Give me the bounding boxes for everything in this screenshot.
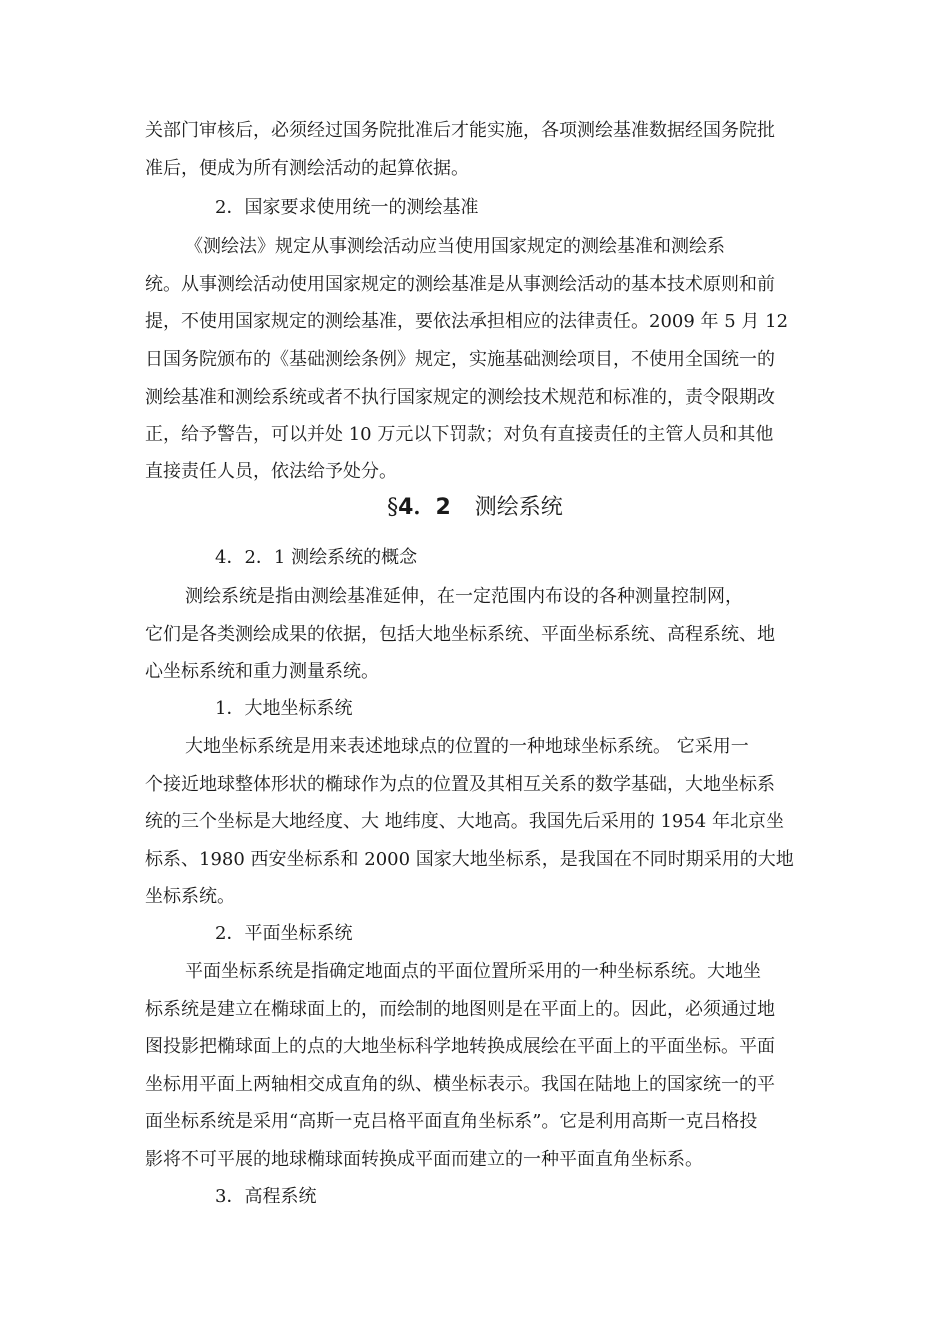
paragraph-line: 准后，便成为所有测绘活动的起算依据。 <box>145 158 469 179</box>
subheading: 4．2．1 测绘系统的概念 <box>215 547 418 568</box>
subheading: 2．平面坐标系统 <box>215 923 353 944</box>
section-title: 测绘系统 <box>474 495 563 520</box>
paragraph-line: 心坐标系统和重力测量系统。 <box>145 661 379 682</box>
section-number: 4．2 <box>398 495 451 520</box>
paragraph-line: 坐标系统。 <box>145 886 235 907</box>
paragraph-line: 关部门审核后，必须经过国务院批准后才能实施，各项测绘基准数据经国务院批 <box>145 120 775 141</box>
paragraph-line: 平面坐标系统是指确定地面点的平面位置所采用的一种坐标系统。大地坐 <box>185 961 761 982</box>
subheading: 3．高程系统 <box>215 1186 317 1207</box>
paragraph-line: 图投影把椭球面上的点的大地坐标科学地转换成展绘在平面上的平面坐标。平面 <box>145 1036 775 1057</box>
paragraph-line: 标系统是建立在椭球面上的，而绘制的地图则是在平面上的。因此，必须通过地 <box>145 999 775 1020</box>
paragraph-line: 日国务院颁布的《基础测绘条例》规定，实施基础测绘项目，不使用全国统一的 <box>145 349 775 370</box>
paragraph-line: 《测绘法》规定从事测绘活动应当使用国家规定的测绘基准和测绘系 <box>185 236 725 257</box>
paragraph-line: 标系、1980 西安坐标系和 2000 国家大地坐标系，是我国在不同时期采用的大地 <box>145 849 794 870</box>
paragraph-line: 坐标用平面上两轴相交成直角的纵、横坐标表示。我国在陆地上的国家统一的平 <box>145 1074 775 1095</box>
paragraph-line: 直接责任人员，依法给予处分。 <box>145 461 397 482</box>
paragraph-line: 正，给予警告，可以并处 10 万元以下罚款；对负有直接责任的主管人员和其他 <box>145 424 774 445</box>
paragraph-line: 测绘系统是指由测绘基准延伸，在一定范围内布设的各种测量控制网， <box>185 586 743 607</box>
paragraph-line: 统。从事测绘活动使用国家规定的测绘基准是从事测绘活动的基本技术原则和前 <box>145 274 775 295</box>
paragraph-line: 它们是各类测绘成果的依据，包括大地坐标系统、平面坐标系统、高程系统、地 <box>145 624 775 645</box>
paragraph-line: 个接近地球整体形状的椭球作为点的位置及其相互关系的数学基础，大地坐标系 <box>145 774 775 795</box>
paragraph-line: 测绘基准和测绘系统或者不执行国家规定的测绘技术规范和标准的，责令限期改 <box>145 387 775 408</box>
paragraph-line: 影将不可平展的地球椭球面转换成平面而建立的一种平面直角坐标系。 <box>145 1149 703 1170</box>
section-symbol: § <box>387 495 399 520</box>
subheading: 1．大地坐标系统 <box>215 698 353 719</box>
subheading: 2．国家要求使用统一的测绘基准 <box>215 197 479 218</box>
paragraph-line: 大地坐标系统是用来表述地球点的位置的一种地球坐标系统。 它采用一 <box>185 736 749 757</box>
paragraph-line: 面坐标系统是采用“高斯一克吕格平面直角坐标系”。它是利用高斯一克吕格投 <box>145 1111 758 1132</box>
section-heading <box>0 492 950 524</box>
paragraph-line: 统的三个坐标是大地经度、大 地纬度、大地高。我国先后采用的 1954 年北京坐 <box>145 811 784 832</box>
paragraph-line: 提，不使用国家规定的测绘基准，要依法承担相应的法律责任。2009 年 5 月 12 <box>145 311 789 332</box>
